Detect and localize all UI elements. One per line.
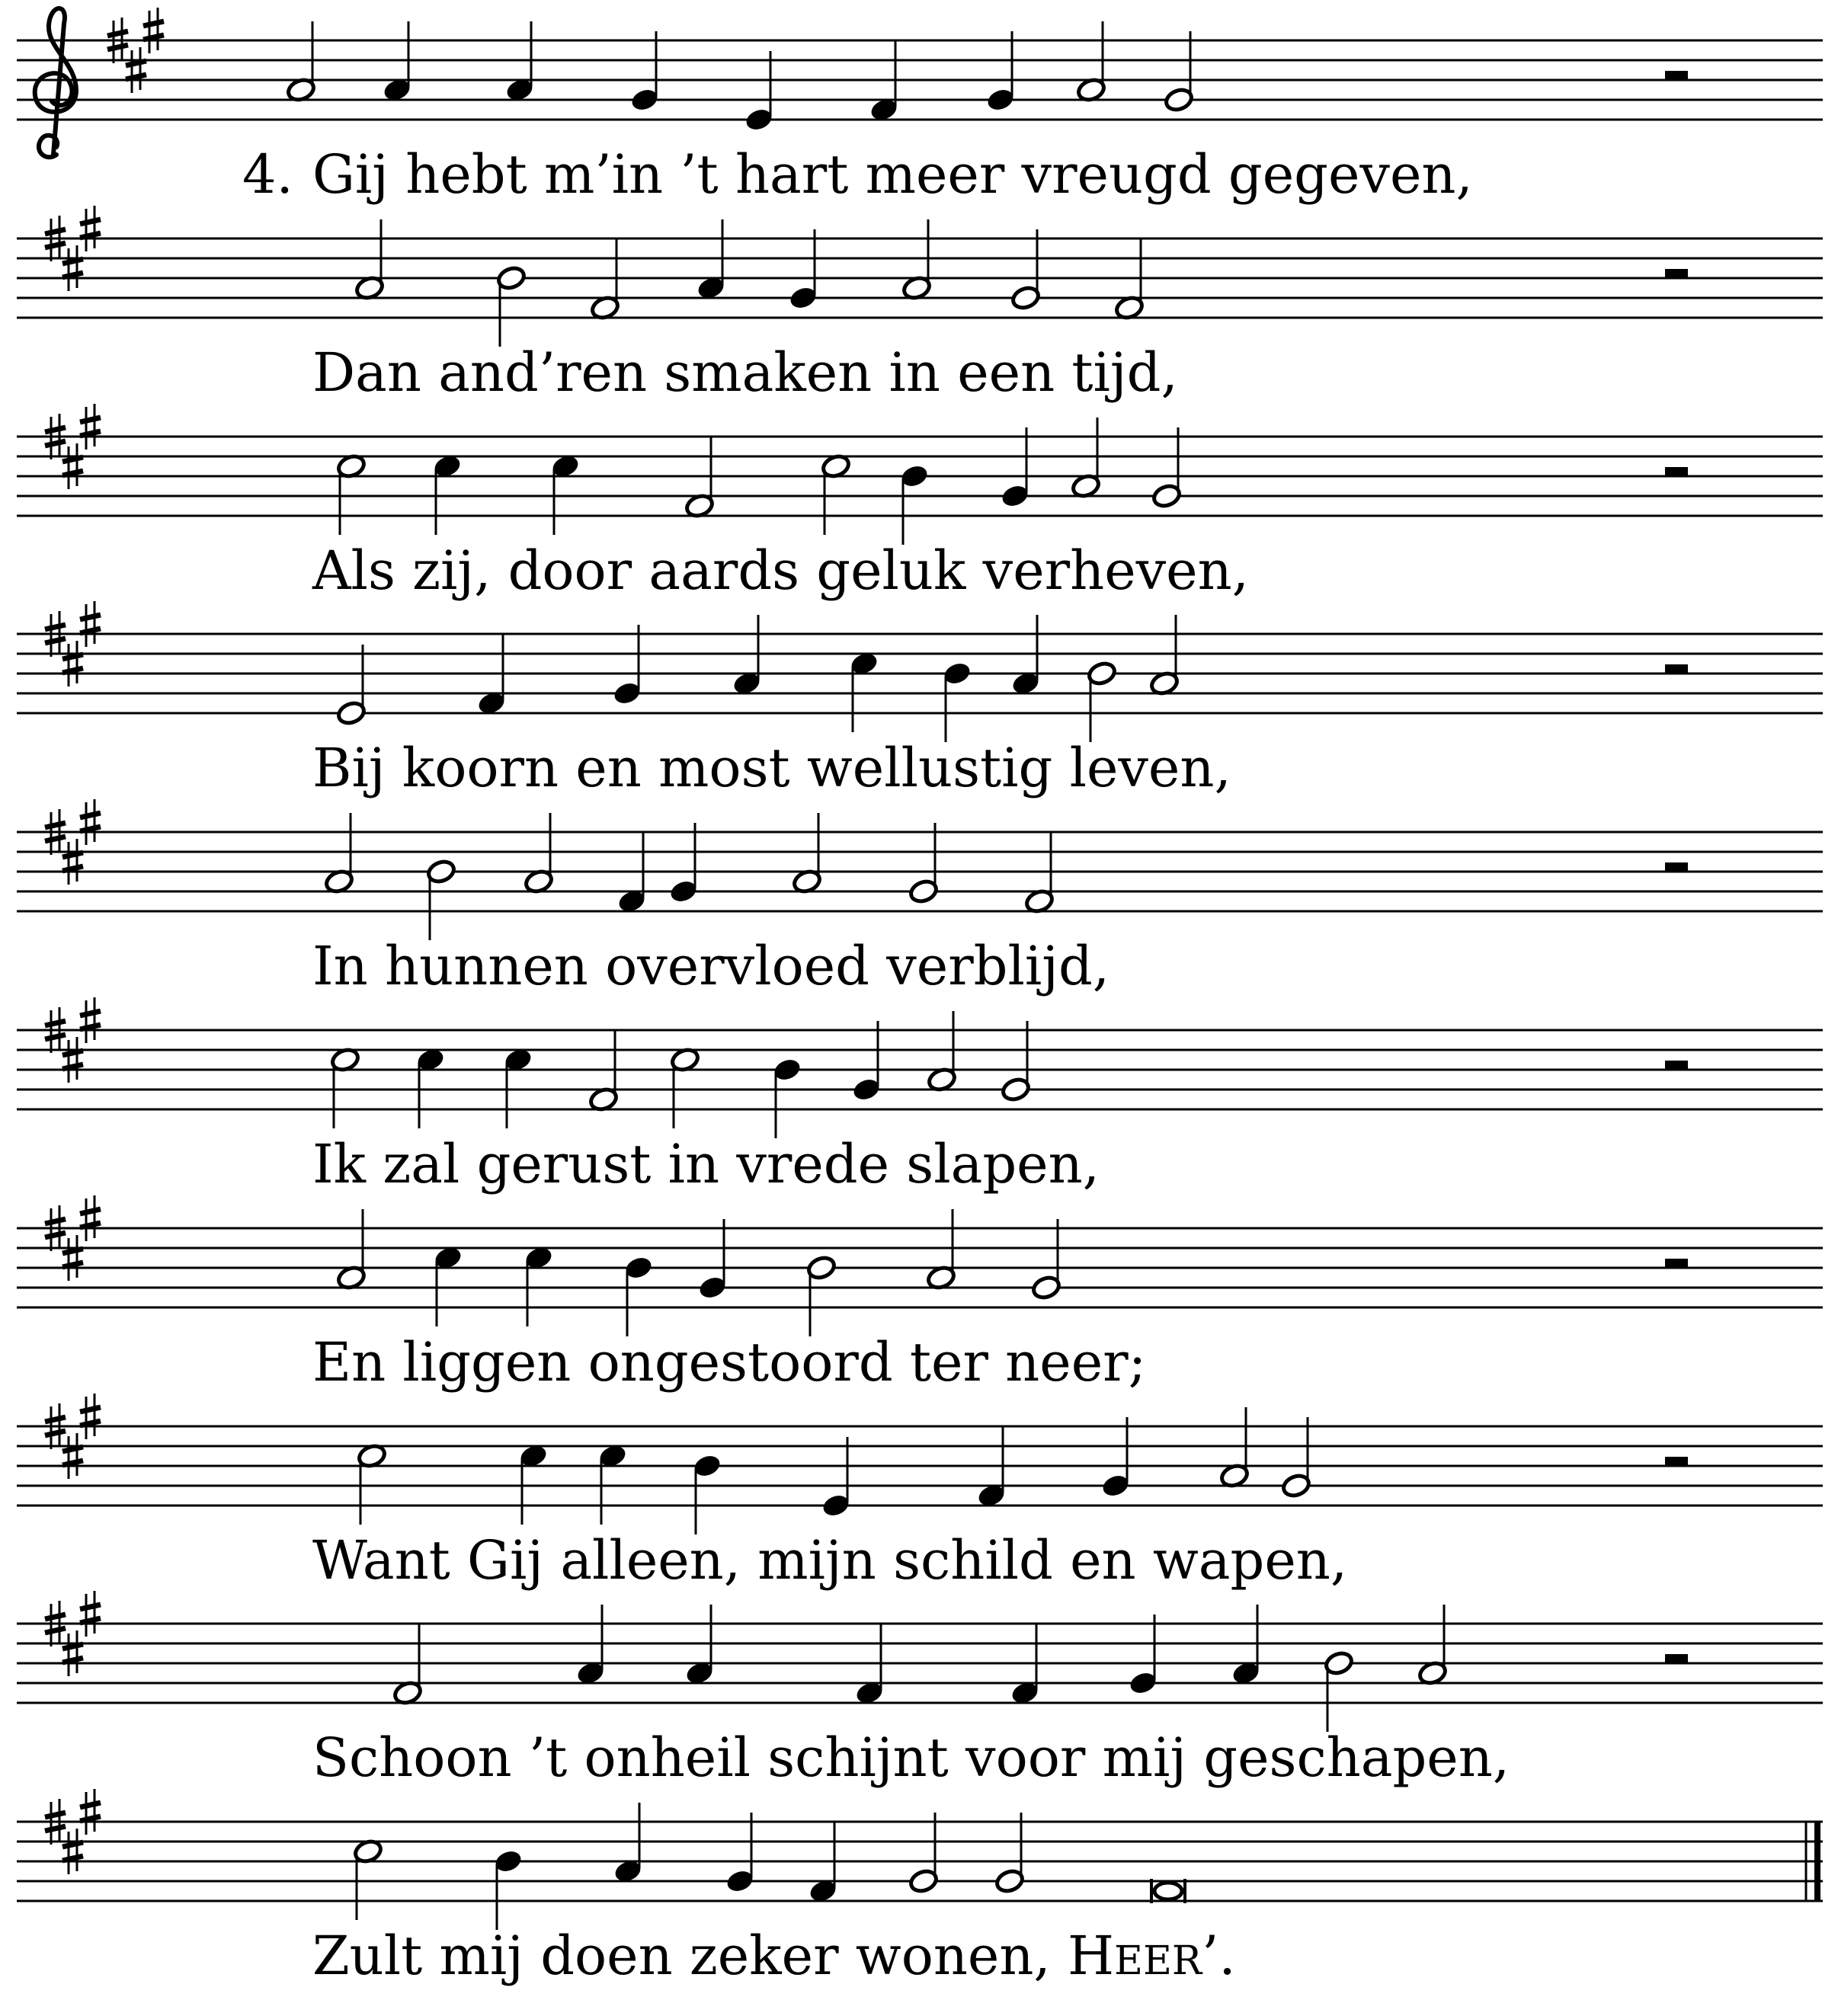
quarter-note (382, 21, 413, 103)
quarter-note (869, 41, 900, 123)
quarter-note (629, 31, 661, 113)
staff-system (17, 601, 1823, 742)
half-note (353, 1838, 384, 1920)
half-note (330, 1047, 361, 1128)
half-rest-icon (1665, 1457, 1688, 1466)
quarter-note (696, 219, 727, 301)
sharp-icon (80, 1394, 101, 1439)
sharp-icon (62, 1829, 83, 1874)
half-note (1417, 1605, 1449, 1686)
quarter-note (503, 1047, 534, 1128)
sharp-icon (62, 839, 83, 885)
stanza-number: 4. (242, 143, 293, 206)
quarter-note (476, 635, 508, 716)
half-note (994, 1813, 1026, 1894)
staff-system (17, 1394, 1823, 1534)
quarter-note (692, 1453, 723, 1534)
half-rest-icon (1665, 269, 1688, 278)
half-note (792, 813, 823, 894)
sharp-icon (62, 1037, 83, 1083)
quarter-note (725, 1813, 756, 1894)
half-note (684, 437, 716, 519)
half-note (286, 21, 317, 103)
staff-system (17, 1591, 1823, 1732)
quarter-note (612, 625, 643, 706)
treble-clef-icon (35, 8, 76, 157)
quarter-note (1010, 1624, 1041, 1706)
sharp-icon (80, 799, 101, 845)
staff-system (17, 1195, 1823, 1336)
lyric-line: Ik zal gerust in vrede slapen, (312, 1133, 1100, 1195)
sharp-icon (80, 601, 101, 647)
half-note (1164, 31, 1195, 113)
half-note (336, 453, 367, 535)
half-note (821, 453, 852, 535)
quarter-note (1128, 1614, 1159, 1696)
quarter-note (821, 1437, 852, 1518)
half-note (1324, 1650, 1355, 1732)
half-rest-icon (1665, 467, 1688, 476)
quarter-note (613, 1803, 644, 1884)
quarter-note (899, 463, 930, 545)
quarter-note (744, 51, 775, 133)
sharp-icon (62, 1235, 83, 1281)
half-note (354, 219, 386, 301)
sharp-icon (62, 641, 83, 686)
half-note (1281, 1417, 1312, 1499)
quarter-note (433, 1245, 464, 1326)
half-note (1087, 661, 1118, 742)
sharp-icon (80, 1195, 101, 1241)
half-note (590, 239, 621, 321)
quarter-note (849, 651, 880, 732)
sharp-icon (126, 47, 146, 93)
half-note (908, 823, 940, 904)
half-note (1024, 833, 1055, 914)
half-note (392, 1624, 424, 1706)
half-note (336, 1209, 367, 1291)
quarter-note (732, 615, 763, 696)
quarter-note (976, 1427, 1007, 1509)
sharp-icon (62, 245, 83, 291)
lyric-line: Dan and’ren smaken in een tijd, (312, 341, 1178, 404)
staff-system (17, 206, 1823, 347)
half-rest-icon (1665, 1654, 1688, 1663)
half-note (1076, 21, 1107, 103)
sharp-icon (80, 206, 101, 251)
quarter-note (684, 1605, 716, 1686)
sharp-icon (80, 1591, 101, 1637)
staff-system (17, 799, 1823, 940)
lyric-smallcaps: EER (1113, 1938, 1202, 1984)
quarter-note (1000, 427, 1031, 509)
quarter-note (493, 1848, 524, 1930)
quarter-note (854, 1624, 885, 1706)
half-rest-icon (1665, 1061, 1688, 1070)
lyric-line (312, 1925, 1236, 1987)
half-note (1151, 427, 1183, 509)
quarter-note (550, 453, 581, 535)
lyric-line: Als zij, door aards geluk verheven, (312, 539, 1249, 602)
sharp-icon (143, 8, 164, 53)
lyric-text: Zult mij doen zeker wonen, (312, 1925, 1068, 1987)
half-rest-icon (1665, 862, 1688, 872)
lyric-line: Gij hebt m’in ’t hart meer vreugd gegeven, (312, 143, 1473, 206)
sharp-icon (62, 1433, 83, 1479)
half-note (336, 645, 367, 726)
lyric-line: Want Gij alleen, mijn schild en wapen, (312, 1529, 1348, 1592)
half-note (1010, 229, 1042, 311)
quarter-note (597, 1443, 629, 1525)
lyric-line: En liggen ongestoord ter neer; (312, 1331, 1147, 1394)
quarter-note (942, 661, 973, 742)
half-note (1149, 615, 1180, 696)
quarter-note (1231, 1605, 1262, 1686)
quarter-note (524, 1245, 555, 1326)
quarter-note (623, 1255, 655, 1336)
sharp-icon (80, 404, 101, 450)
lyric-line: In hunnen overvloed verblijd, (312, 935, 1110, 997)
half-note (426, 859, 457, 940)
sharp-icon (62, 1630, 83, 1676)
sharp-icon (62, 443, 83, 489)
quarter-note (851, 1021, 882, 1102)
half-note (1001, 1021, 1032, 1102)
half-rest-icon (1665, 71, 1688, 80)
half-note (670, 1047, 701, 1128)
breve-note (1151, 1879, 1185, 1903)
quarter-note (1100, 1417, 1132, 1499)
quarter-note (808, 1822, 839, 1904)
half-note (1114, 239, 1145, 321)
half-note (926, 1209, 957, 1291)
half-rest-icon (1665, 664, 1688, 674)
staff-system (17, 1789, 1823, 1930)
half-note (357, 1443, 388, 1525)
staff-system (17, 8, 1823, 157)
quarter-note (616, 833, 648, 914)
quarter-note (668, 823, 700, 904)
quarter-note (575, 1605, 607, 1686)
staff-system (17, 404, 1823, 545)
lyric-smallcaps-initial: H (1067, 1925, 1114, 1987)
half-note (806, 1255, 837, 1336)
lyric-text-end: ’. (1202, 1925, 1236, 1987)
half-note (524, 813, 555, 894)
lyric-line: Bij koorn en most wellustig leven, (312, 737, 1231, 799)
half-note (927, 1011, 958, 1093)
half-note (901, 219, 933, 301)
quarter-note (772, 1057, 803, 1138)
half-note (496, 265, 527, 347)
sharp-icon (80, 1789, 101, 1835)
half-note (588, 1031, 620, 1112)
quarter-note (415, 1047, 447, 1128)
half-note (1031, 1219, 1062, 1301)
sharp-icon (80, 997, 101, 1043)
half-note (324, 813, 355, 894)
quarter-note (788, 229, 819, 311)
quarter-note (504, 21, 536, 103)
staff-system (17, 997, 1823, 1138)
quarter-note (432, 453, 463, 535)
half-note (1219, 1407, 1250, 1489)
lyric-line: Schoon ’t onheil schijnt voor mij geschapen, (312, 1726, 1510, 1789)
quarter-note (697, 1219, 728, 1301)
half-note (1071, 418, 1102, 499)
half-rest-icon (1665, 1259, 1688, 1268)
half-note (908, 1813, 940, 1894)
quarter-note (518, 1443, 549, 1525)
quarter-note (985, 31, 1017, 113)
quarter-note (1010, 615, 1042, 696)
